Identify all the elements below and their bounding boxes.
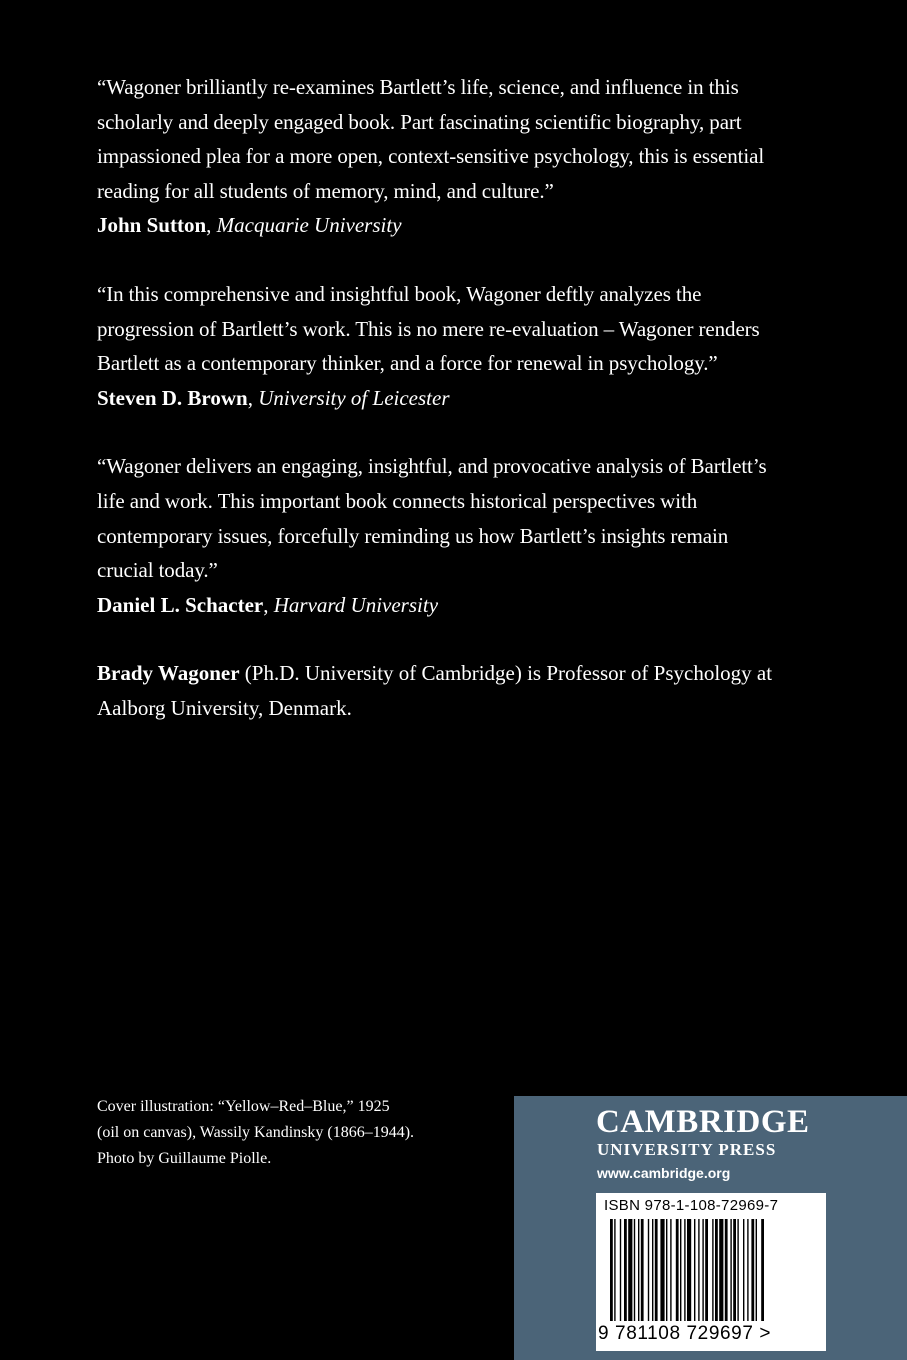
cover-credits xyxy=(97,1094,497,1172)
endorsement-attribution: John Sutton, Macquarie University xyxy=(97,213,402,238)
publisher-name: CAMBRIDGE xyxy=(596,1104,810,1140)
cover-credit-line: Cover illustration: “Yellow–Red–Blue,” 1925 xyxy=(97,1098,390,1115)
endorsement-attribution: Steven D. Brown, University of Leicester xyxy=(97,385,450,410)
barcode-icon xyxy=(604,1219,818,1321)
endorsement-quote: “Wagoner brilliantly re-examines Bartlett’s life, science, and influence in this scholarly and deeply engaged book. Part fascinating scientific biography, part impassioned plea for a more open, context-sensitive psychology, this is essential reading for all students of memory, mind, and culture.” xyxy=(97,75,765,203)
author-bio-text: (Ph.D. University of Cambridge) is Professor of Psychology at Aalborg University, Denmark. xyxy=(97,661,773,720)
endorsement-quote: “Wagoner delivers an engaging, insightful, and provocative analysis of Bartlett’s life and work. This important book connects historical perspectives with contemporary issues, forcefully reminding us how Bartlett’s insights remain crucial today.” xyxy=(97,454,767,583)
endorser-affiliation: University of Leicester xyxy=(258,385,450,410)
endorser-name: Daniel L. Schacter xyxy=(97,592,264,617)
endorser-name: Steven D. Brown xyxy=(97,385,248,410)
author-bio xyxy=(97,656,787,725)
endorsement-attribution: Daniel L. Schacter, Harvard University xyxy=(97,592,439,617)
endorser-affiliation: Macquarie University xyxy=(216,213,402,238)
endorsement-quote: “In this comprehensive and insightful book, Wagoner deftly analyzes the progression of Bartlett’s work. This is no mere re-evaluation – Wagoner renders Bartlett as a contemporary thinker, and a force for renewal in psychology.” xyxy=(97,281,760,376)
barcode-label xyxy=(596,1193,826,1351)
publisher-url: www.cambridge.org xyxy=(597,1165,731,1181)
cover-credit-line: Photo by Guillaume Piolle. xyxy=(97,1150,272,1167)
endorsement-3 xyxy=(97,449,787,622)
isbn-number: ISBN 978-1-108-72969-7 xyxy=(604,1197,779,1214)
author-name: Brady Wagoner xyxy=(97,661,240,686)
publisher-panel xyxy=(514,1096,907,1360)
endorsement-2 xyxy=(97,277,787,415)
endorsement-1 xyxy=(97,70,787,243)
publisher-subtitle: UNIVERSITY PRESS xyxy=(597,1140,777,1159)
barcode-digits: 9 781108 729697 > xyxy=(598,1323,772,1344)
endorser-affiliation: Harvard University xyxy=(273,592,439,617)
endorsements xyxy=(97,70,787,726)
endorser-name: John Sutton xyxy=(97,213,207,238)
cover-credit-line: (oil on canvas), Wassily Kandinsky (1866–1944). xyxy=(97,1124,415,1141)
